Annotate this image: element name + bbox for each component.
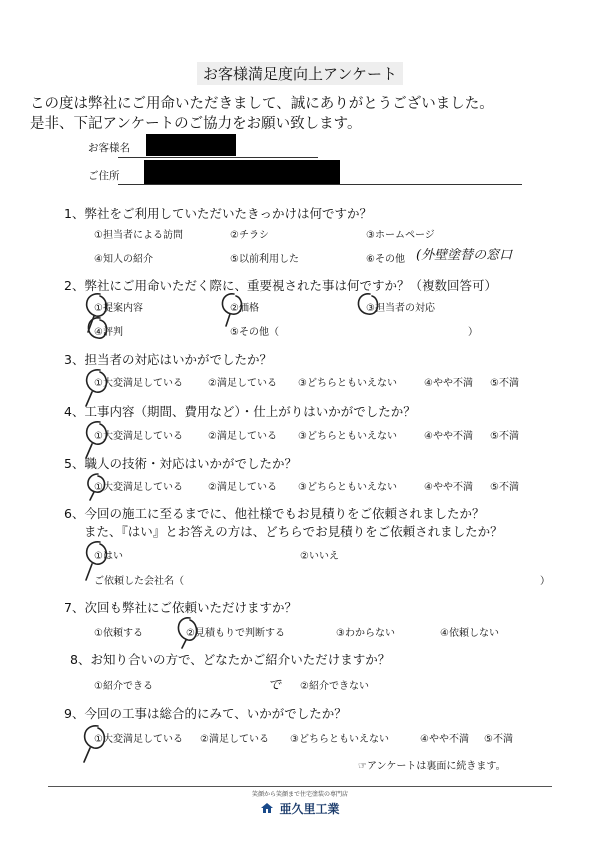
intro-line-1: この度は弊社にご用命いただきまして、誠にありがとうございました。 (30, 96, 494, 112)
q2-circle-4 (88, 318, 106, 338)
q1-option-5: ⑤以前利用した (230, 254, 299, 265)
q1-other-handwritten: (外壁塗替の窓口 (416, 248, 513, 263)
question-8: 8、お知り合いの方で、どなたかご紹介いただけますか？ (70, 652, 391, 667)
q1-option-3: ③ホームページ (366, 230, 435, 241)
question-4: 4、工事内容（期間、費用など）・仕上がりはいかがでしたか？ (64, 404, 416, 419)
q3-option-1: ①大変満足している (94, 378, 183, 389)
q9-option-5: ⑤不満 (484, 734, 513, 745)
q4-option-2: ②満足している (208, 431, 277, 442)
q7-option-1: ①依頼する (94, 628, 143, 639)
q9-option-2: ②満足している (200, 734, 269, 745)
address-label: ご住所 (88, 170, 120, 182)
q2-option-5-close: ） (468, 327, 478, 338)
q7-option-2: ②見積もりで判断する (186, 628, 285, 639)
q2-option-3: ③担当者の対応 (366, 303, 435, 314)
q5-option-3: ③どちらともいえない (298, 482, 397, 493)
q3-option-3: ③どちらともいえない (298, 378, 397, 389)
q2-option-4: ④評判 (94, 327, 123, 338)
question-7: 7、次回も弊社にご依頼いただけますか？ (64, 600, 297, 615)
footer-tagline: 笑顔から笑顔まで住宅塗装の専門店 (251, 791, 348, 798)
q8-option-2: ②紹介できない (300, 681, 369, 692)
q3-circle (86, 370, 106, 406)
q9-option-3: ③どちらともいえない (290, 734, 389, 745)
q6-circle (86, 542, 106, 580)
question-6-line-2: また、『はい』とお答えの方は、どちらでお見積りをご依頼されましたか？ (84, 524, 503, 539)
q5-option-1: ①大変満足している (94, 482, 183, 493)
q1-option-2: ②チラシ (230, 230, 269, 241)
q3-option-5: ⑤不満 (490, 378, 519, 389)
question-5: 5、職人の技術・対応はいかがでしたか？ (64, 456, 297, 471)
q4-option-4: ④やや不満 (424, 431, 473, 442)
q2-option-5: ⑤その他（ (230, 327, 279, 338)
footer-logo (0, 798, 600, 817)
q4-option-3: ③どちらともいえない (298, 431, 397, 442)
q5-option-2: ②満足している (208, 482, 277, 493)
q6-company-label: ご依頼した会社名（ (94, 576, 184, 587)
q1-option-1: ①担当者による訪問 (94, 230, 183, 241)
q7-circle (178, 618, 196, 648)
question-3: 3、担当者の対応はいかがでしたか？ (64, 352, 272, 367)
q7-option-3: ③わからない (336, 628, 395, 639)
question-1: 1、弊社をご利用していただいたきっかけは何ですか？ (64, 206, 372, 221)
q4-circle (86, 422, 106, 458)
q9-circle (84, 726, 104, 762)
survey-title: お客様満足度向上アンケート (0, 62, 600, 85)
q6-option-2: ②いいえ (300, 551, 339, 562)
intro-line-2: 是非、下記アンケートのご協力をお願い致します。 (30, 116, 362, 132)
q2-circle-2 (222, 294, 241, 326)
customer-name-label: お客様名 (88, 142, 130, 154)
q3-option-4: ④やや不満 (424, 378, 473, 389)
q1-option-6: ⑥その他 (366, 254, 405, 265)
q5-circle (88, 474, 105, 500)
house-logo-icon (260, 802, 274, 814)
q2-option-1: ①提案内容 (94, 303, 143, 314)
question-6: 6、今回の施工に至るまでに、他社様でもお見積りをご依頼されましたか？ (64, 506, 485, 521)
q5-option-4: ④やや不満 (424, 482, 473, 493)
continue-note: ☞アンケートは裏面に続きます。 (358, 761, 506, 772)
q9-option-4: ④やや不満 (420, 734, 469, 745)
q5-option-5: ⑤不満 (490, 482, 519, 493)
q3-option-2: ②満足している (208, 378, 277, 389)
q8-handwritten-mark: で (268, 678, 282, 693)
q1-option-4: ④知人の紹介 (94, 254, 153, 265)
q4-option-5: ⑤不満 (490, 431, 519, 442)
q8-option-1: ①紹介できる (94, 681, 153, 692)
q2-circle-3 (358, 294, 377, 314)
q9-option-1: ①大変満足している (94, 734, 183, 745)
question-9: 9、今回の工事は総合的にみて、いかがでしたか？ (64, 706, 347, 721)
q2-option-2: ②価格 (230, 303, 259, 314)
q4-option-1: ①大変満足している (94, 431, 183, 442)
footer-divider (48, 786, 552, 787)
q6-company-close: ） (540, 576, 550, 587)
q7-option-4: ④依頼しない (440, 628, 499, 639)
question-2: 2、弊社にご用命いただく際に、重要視された事は何ですか？（複数回答可） (64, 278, 497, 293)
q6-option-1: ①はい (94, 551, 123, 562)
brand-name: 亜久里工業 (279, 802, 340, 816)
q2-circle-1 (87, 294, 107, 332)
